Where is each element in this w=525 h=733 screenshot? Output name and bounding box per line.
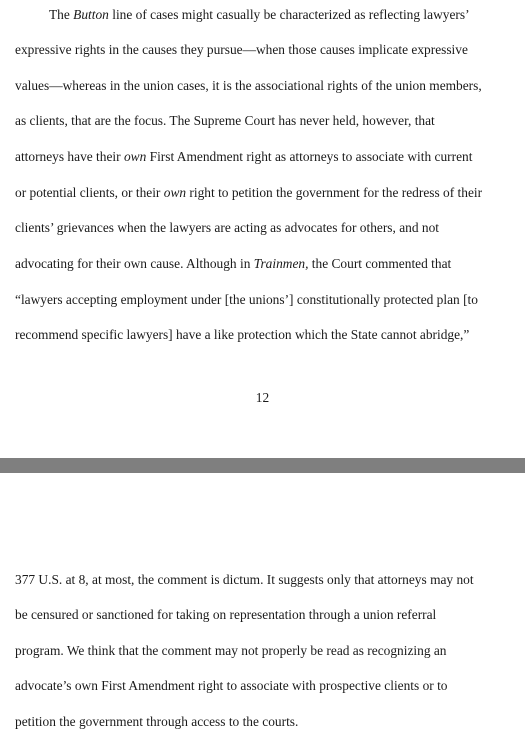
paragraph-line (15, 256, 451, 272)
paragraph-line (15, 185, 482, 201)
italic-case-name: Button (73, 7, 109, 22)
paragraph-line: be censured or sanctioned for taking on representation through a union referral (15, 607, 437, 622)
text-run: advocating for their own cause. Although in (15, 256, 254, 271)
paragraph-line: expressive rights in the causes they pursue—when those causes implicate expressive (15, 42, 468, 57)
page-separator (0, 458, 525, 473)
page-number: 12 (255, 390, 270, 405)
text-run: First Amendment right as attorneys to associate with current (146, 149, 473, 164)
text-run: attorneys have their (15, 149, 124, 164)
italic-case-name: Trainmen, (253, 256, 309, 271)
paragraph-line (15, 149, 472, 165)
paragraph-line: as clients, that are the focus. The Supreme Court has never held, however, that (15, 113, 435, 128)
text-run: line of cases might casually be characterized as reflecting lawyers’ (108, 7, 470, 22)
paragraph-line: clients’ grievances when the lawyers are acting as advocates for others, and not (15, 220, 439, 235)
paragraph-line: “lawyers accepting employment under [the unions’] constitutionally protected plan [to (15, 292, 478, 307)
document-page-bottom (0, 473, 525, 733)
paragraph-line: program. We think that the comment may not properly be read as recognizing an (15, 643, 447, 658)
paragraph-line: petition the government through access to the courts. (15, 714, 299, 729)
paragraph-line: 377 U.S. at 8, at most, the comment is dictum. It suggests only that attorneys may not (15, 572, 474, 587)
paragraph-line: recommend specific lawyers] have a like protection which the State cannot abridge,” (15, 327, 470, 342)
text-run: The (49, 7, 74, 22)
paragraph-line: values—whereas in the union cases, it is the associational rights of the union members, (15, 78, 482, 93)
italic-emphasis: own (123, 149, 147, 164)
paragraph-line: advocate’s own First Amendment right to associate with prospective clients or to (15, 678, 448, 693)
text-run: or potential clients, or their (15, 185, 164, 200)
paragraph-line (49, 7, 470, 23)
text-run: the Court commented that (308, 256, 452, 271)
italic-emphasis: own (163, 185, 187, 200)
text-run: right to petition the government for the redress of their (186, 185, 483, 200)
